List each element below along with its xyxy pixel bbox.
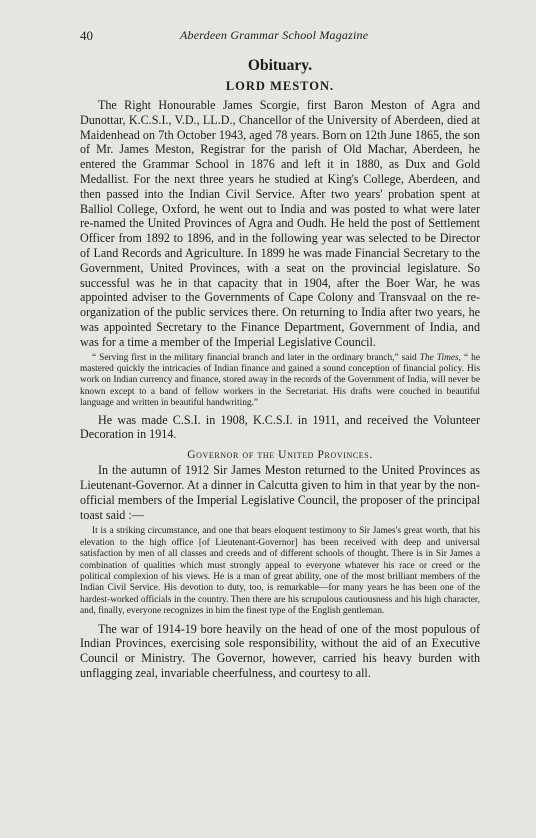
journal-title: Aberdeen Grammar School Magazine [180,28,369,42]
times-quotation [80,353,480,410]
toast-quotation: It is a striking circumstance, and one that bears eloquent testimony to Sir James's great worth, that his elevation to the high office [of Lieutenant-Governor] has been received with deep and universal satisfaction by men of all classes and creeds and of different schools of thought. There is in Sir James a combination of qualities which must strongly appeal to everyone whatever his race or creed or the political complexion of his views. He is a man of great ability, one of the most brilliant members of the Indian Civil Service. His devotion to duty, too, is remarkable—for many years he has been one of the hardest-worked officials in the country. Then there are his scrupulous cautiousness and his high character, and, finally, everyone recognizes in him the finest type of the English gentleman. [80,526,480,617]
paragraph-honours: He was made C.S.I. in 1908, K.C.S.I. in 1911, and received the Volunteer Decoration in 1914. [80,412,480,442]
paragraph-career: The Right Honourable James Scorgie, first Baron Meston of Agra and Dunottar, K.C.S.I., V.D., LL.D., Chancellor of the University of Aberdeen, died at Maidenhead on 7th October 1943, aged 78 years. Born on 12th June 1865, the son of Mr. James Meston, Registrar for the parish of Old Machar, Aberdeen, he entered the Grammar School in 1876 and left it in 1880, as Dux and Gold Medallist. For the next three years he studied at King's College, Aberdeen, and then passed into the Indian Civil Service. After two years' probation spent at Balliol College, Oxford, he went out to India and was posted to what were later re-named the United Provinces of Agra and Oudh. He held the post of Settlement Officer from 1892 to 1896, and in the following year was selected to be Director of Land Records and Agriculture. In 1899 he was made Financial Secretary to the Government, United Provinces, with a seat on the provincial legislature. So successful was he in that capacity that in 1904, after the Boer War, he was appointed adviser to the Governments of Cape Colony and Transvaal on the re-organization of the public services there. On returning to India after two years, he was appointed Secretary to the Finance Department, Government of India, and was for a time a member of the Imperial Legislative Council. [80,98,480,349]
times-quote-intro: “ Serving first in the military financial branch and later in the ordinary branch,” said [92,352,420,363]
times-quote-body: “ he mastered quickly the intricacies of Indian finance and gained a sound conception of financial policy. His work on Indian currency and finance, stored away in the records of the Government of India, will never be known except to a band of fellow workers in the Secretariat. His drafts were couched in beautiful language and written in beautiful handwriting.” [80,352,480,409]
paragraph-war: The war of 1914-19 bore heavily on the head of one of the most populous of Indian Provinces, exercising sole responsibility, without the aid of an Executive Council or Ministry. The Governor, however, carried his heavy burden with unflagging zeal, invariable cheerfulness, and courtesy to all. [80,621,480,680]
page-number: 40 [80,28,93,43]
paragraph-lieutenant-governor: In the autumn of 1912 Sir James Meston returned to the United Provinces as Lieutenant-Governor. At a dinner in Calcutta given to him in that year by the non-official members of the Imperial Legislative Council, the proposer of the principal toast said :— [80,463,480,522]
obituary-heading: Obituary. [247,57,313,74]
section-heading-governor: Governor of the United Provinces. [187,449,373,462]
running-head [80,26,480,48]
subject-name: LORD MESTON. [225,79,335,93]
times-citation: The Times, [419,352,462,363]
